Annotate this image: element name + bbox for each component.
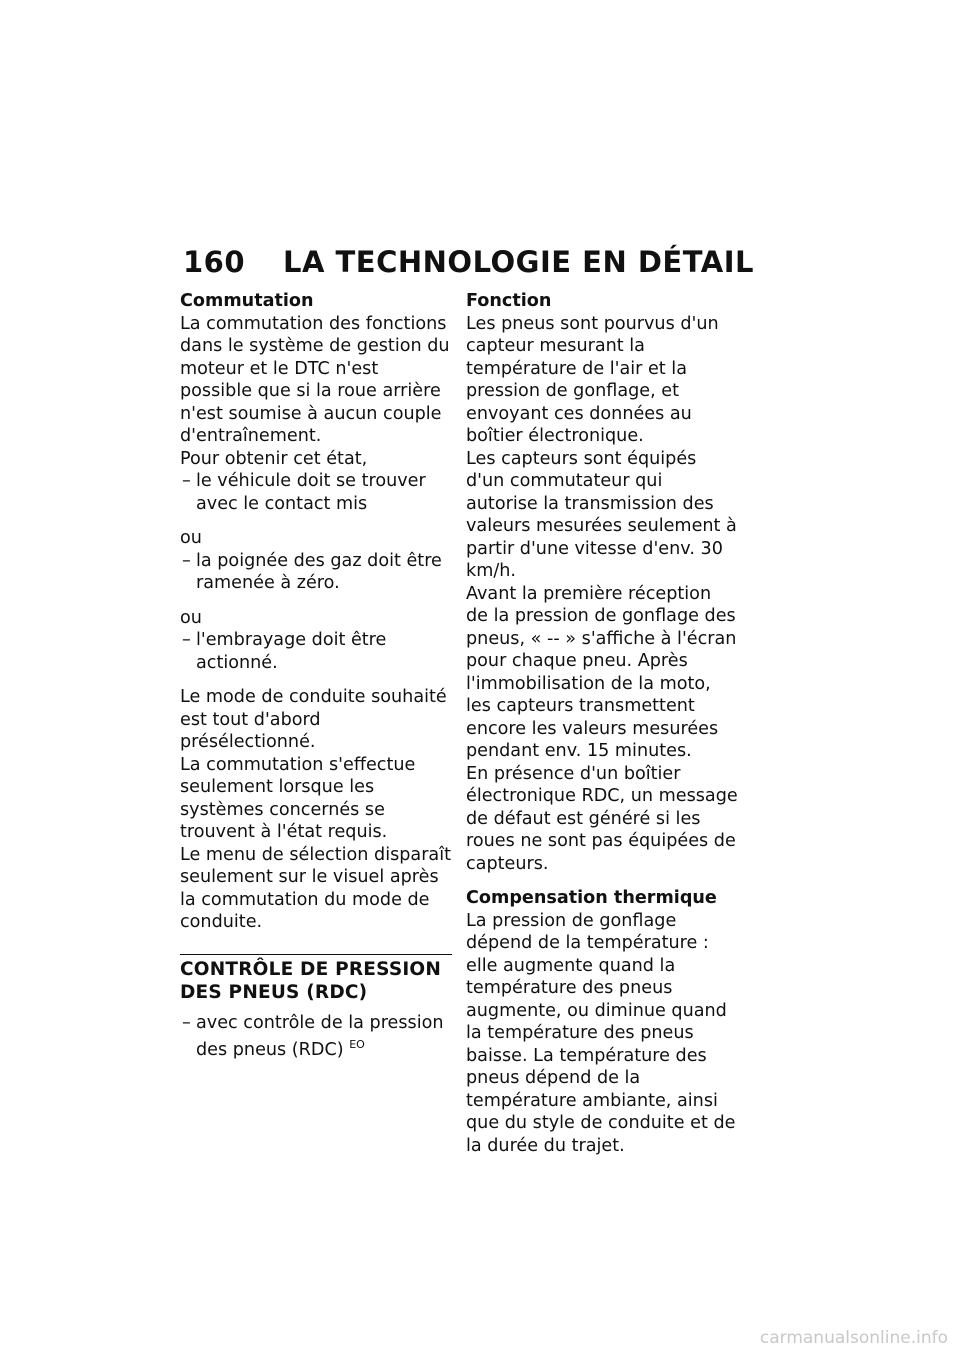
right-column [466,290,738,1157]
page-number: 160 [183,245,246,279]
list-item [180,470,452,515]
equipment-code: EO [349,1038,365,1051]
condition-2-text: la poignée des gaz doit être ramenée à zéro. [196,550,442,593]
condition-intro: Pour obtenir cet état, [180,448,368,469]
section-divider [180,954,452,955]
or-text: ou [180,528,202,548]
watermark-text: carmanualsonline.info [759,1328,948,1348]
mode-text: Le mode de conduite souhaité est tout d'abord présélectionné. [180,687,447,752]
section-title-line2: DES PNEUS (RDC) [180,981,368,1003]
commutation-text: La commutation des fonctions dans le système de gestion du moteur et le DTC n'est possible que si la roue arrière n'est soumise à aucun couple d'entraînement. [180,313,450,446]
chapter-title: LA TECHNOLOGIE EN DÉTAIL [283,245,754,279]
section-title-line1: CONTRÔLE DE PRESSION [180,958,442,980]
first-reception-text: Avant la première réception de la pression de gonflage des pneus, « -- » s'affiche à l'écran pour chaque pneu. Après l'immobilisation de la moto, les capteurs transmettent encore les valeurs mesurées pendant env. 15 minutes. [466,583,737,761]
compensation-heading: Compensation thermique [466,888,717,908]
page-header [183,244,754,284]
condition-list-3 [180,629,452,674]
left-column [180,290,452,1061]
function-text: Les pneus sont pourvus d'un capteur mesurant la température de l'air et la pression de gonflage, et envoyant ces données au boîtier électronique. [466,313,719,446]
rdc-list [180,1012,452,1062]
dash-icon: – [182,550,191,571]
list-item [180,629,452,674]
sensors-text: Les capteurs sont équipés d'un commutateur qui autorise la transmission des valeurs mesurées seulement à partir d'une vitesse d'env. 30 km/h. [466,448,737,581]
menu-text: Le menu de sélection disparaît seulement sur le visuel après la commutation du mode de conduite. [180,844,451,932]
list-item [180,550,452,595]
dash-icon: – [182,471,191,491]
condition-3-text: l'embrayage doit être actionné. [196,630,387,673]
presence-text: En présence d'un boîtier électronique RDC, un message de défaut est généré si les roues ne sont pas équipées de capteurs. [466,763,738,874]
section-title [180,958,452,1004]
list-item [180,1012,452,1062]
compensation-text: La pression de gonflage dépend de la température : elle augmente quand la température des pneus augmente, ou diminue quand la température des pneus baisse. La température des pneus dépend de la température ambiante, ainsi que du style de conduite et de la durée du trajet. [466,910,736,1156]
condition-list-2 [180,550,452,595]
rdc-item-text: avec contrôle de la pression des pneus (RDC) [196,1012,444,1060]
or-text: ou [180,607,202,628]
dash-icon: – [182,630,191,650]
commutation-heading: Commutation [180,291,314,311]
switch-text: La commutation s'effectue seulement lorsque les systèmes concernés se trouvent à l'état requis. [180,754,416,842]
condition-list-1 [180,470,452,515]
condition-1-text: le véhicule doit se trouver avec le contact mis [196,471,426,514]
dash-icon: – [182,1012,191,1033]
function-heading: Fonction [466,291,552,311]
